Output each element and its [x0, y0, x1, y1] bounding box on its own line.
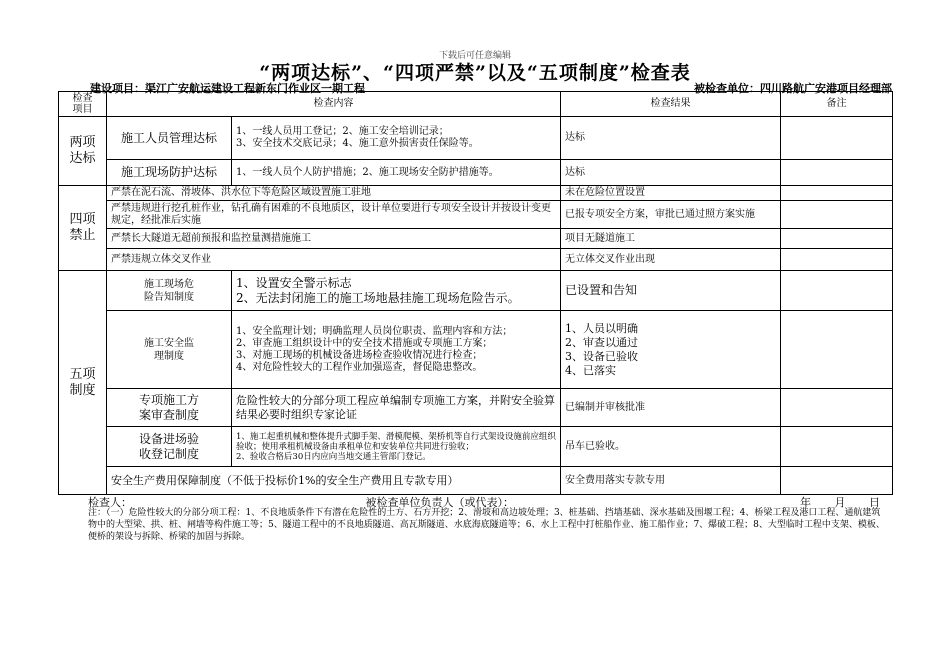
- subitem-label: 施工现场危 险告知制度: [107, 271, 232, 311]
- remark-cell: [781, 117, 893, 160]
- inspected-unit-label: 被检查单位：四川路航广安港项目经理部: [694, 82, 892, 95]
- table-row: [59, 311, 893, 389]
- result-cell: 1、人员以明确 2、审查以通过 3、设备已验收 4、已落实: [561, 311, 781, 389]
- remark-cell: [781, 249, 893, 271]
- remark-cell: [781, 201, 893, 229]
- result-cell: 未在危险位置设置: [561, 186, 781, 201]
- result-cell: 安全费用落实专款专用: [561, 467, 781, 495]
- project-label: 建设项目：渠江广安航运建设工程新东门作业区一期工程: [90, 82, 365, 95]
- inspection-table: [58, 91, 893, 495]
- category-four-prohibitions: 四项 禁止: [59, 186, 107, 271]
- result-cell: 无立体交叉作业出现: [561, 249, 781, 271]
- table-row: [59, 229, 893, 249]
- header-result: 检查结果: [561, 92, 781, 117]
- table-row: [59, 271, 893, 311]
- header-item: 检查 项目: [59, 92, 107, 117]
- remark-cell: [781, 271, 893, 311]
- table-row: [59, 160, 893, 186]
- subitem-label: 施工人员管理达标: [107, 117, 232, 160]
- page-title: “两项达标”、“四项严禁”以及“五项制度”检查表: [259, 62, 691, 84]
- header-remark: 备注: [781, 92, 893, 117]
- result-cell: 已编制并审核批准: [561, 389, 781, 427]
- table-row: [59, 389, 893, 427]
- content-cell: 严禁违规进行挖孔桩作业，钻孔确有困难的不良地质区，设计单位要进行专项安全设计并按设计变更规定，经批准后实施: [107, 201, 561, 229]
- content-cell: 1、设置安全警示标志 2、无法封闭施工的施工场地悬挂施工现场危险告示。: [232, 271, 561, 311]
- result-cell: 达标: [561, 117, 781, 160]
- table-row: [59, 186, 893, 201]
- content-cell: 严禁长大隧道无超前预报和监控量测措施施工: [107, 229, 561, 249]
- remark-cell: [781, 467, 893, 495]
- subitem-label: 专项施工方 案审查制度: [107, 389, 232, 427]
- content-cell: 严禁在泥石流、滑坡体、洪水位下等危险区域设置施工驻地: [107, 186, 561, 201]
- result-cell: 已设置和告知: [561, 271, 781, 311]
- content-cell: 1、一线人员用工登记；2、施工安全培训记录； 3、安全技术交底记录；4、施工意外损害责任保险等。: [232, 117, 561, 160]
- content-cell: 安全生产费用保障制度（不低于投标价1%的安全生产费用且专款专用）: [107, 467, 561, 495]
- watermark-text: 下载后可任意编辑: [438, 51, 511, 61]
- table-header-row: [59, 92, 893, 117]
- header-content: 检查内容: [107, 92, 561, 117]
- footnote: 注：（一）危险性较大的分部分项工程：1、不良地质条件下有潜在危险性的土方、石方开挖；2、滑坡和高边坡处理；3、桩基础、挡墙基础、深水基础及围堰工程；4、桥梁工程及港口工程、通航建筑物中的大型梁、拱、桩、闸墙等构件施工等；5、隧道工程中的不良地质隧道、高瓦斯隧道、水底海底隧道等；6、水上工程中打桩船作业、施工船作业；7、爆破工程；8、大型临时工程中支架、模板、便桥的架设与拆除、桥梁的加固与拆除。: [88, 508, 885, 542]
- remark-cell: [781, 311, 893, 389]
- subitem-label: 施工现场防护达标: [107, 160, 232, 186]
- table-row: [59, 201, 893, 229]
- representative-label: 被检查单位负责人（或代表）：: [365, 496, 514, 509]
- remark-cell: [781, 160, 893, 186]
- content-cell: 危险性较大的分部分项工程应单编制专项施工方案，并附安全验算结果必要时组织专家论证: [232, 389, 561, 427]
- remark-cell: [781, 186, 893, 201]
- table-row: [59, 117, 893, 160]
- result-cell: 达标: [561, 160, 781, 186]
- subitem-label: 施工安全监 理制度: [107, 311, 232, 389]
- date-label: 年 月 日: [800, 496, 880, 509]
- result-cell: 吊车已验收。: [561, 427, 781, 467]
- content-cell: 1、一线人员个人防护措施；2、施工现场安全防护措施等。: [232, 160, 561, 186]
- table-row: [59, 249, 893, 271]
- remark-cell: [781, 389, 893, 427]
- content-cell: 1、安全监理计划；明确监理人员岗位职责、监理内容和方法； 2、审查施工组织设计中的安全技术措施或专项施工方案； 3、对施工现场的机械设备进场检查验收情况进行检查； 4、对危险性较大的工程作业加强巡查，督促隐患整改。: [232, 311, 561, 389]
- inspector-label: 检查人：: [88, 496, 132, 509]
- subitem-label: 设备进场验 收登记制度: [107, 427, 232, 467]
- table-row: [59, 467, 893, 495]
- category-five-systems: 五项 制度: [59, 271, 107, 495]
- table-row: [59, 427, 893, 467]
- remark-cell: [781, 229, 893, 249]
- remark-cell: [781, 427, 893, 467]
- content-cell: 严禁违规立体交叉作业: [107, 249, 561, 271]
- content-cell: 1、施工起重机械和整体提升式脚手架、滑模爬模、架桥机等自行式架设设施前应组织验收；使用承租机械设备由承租单位和安装单位共同进行验收； 2、验收合格后30日内应向当地交通主管部门登记。: [232, 427, 561, 467]
- result-cell: 项目无隧道施工: [561, 229, 781, 249]
- result-cell: 已报专项安全方案，审批已通过照方案实施: [561, 201, 781, 229]
- category-two-standards: 两项 达标: [59, 117, 107, 186]
